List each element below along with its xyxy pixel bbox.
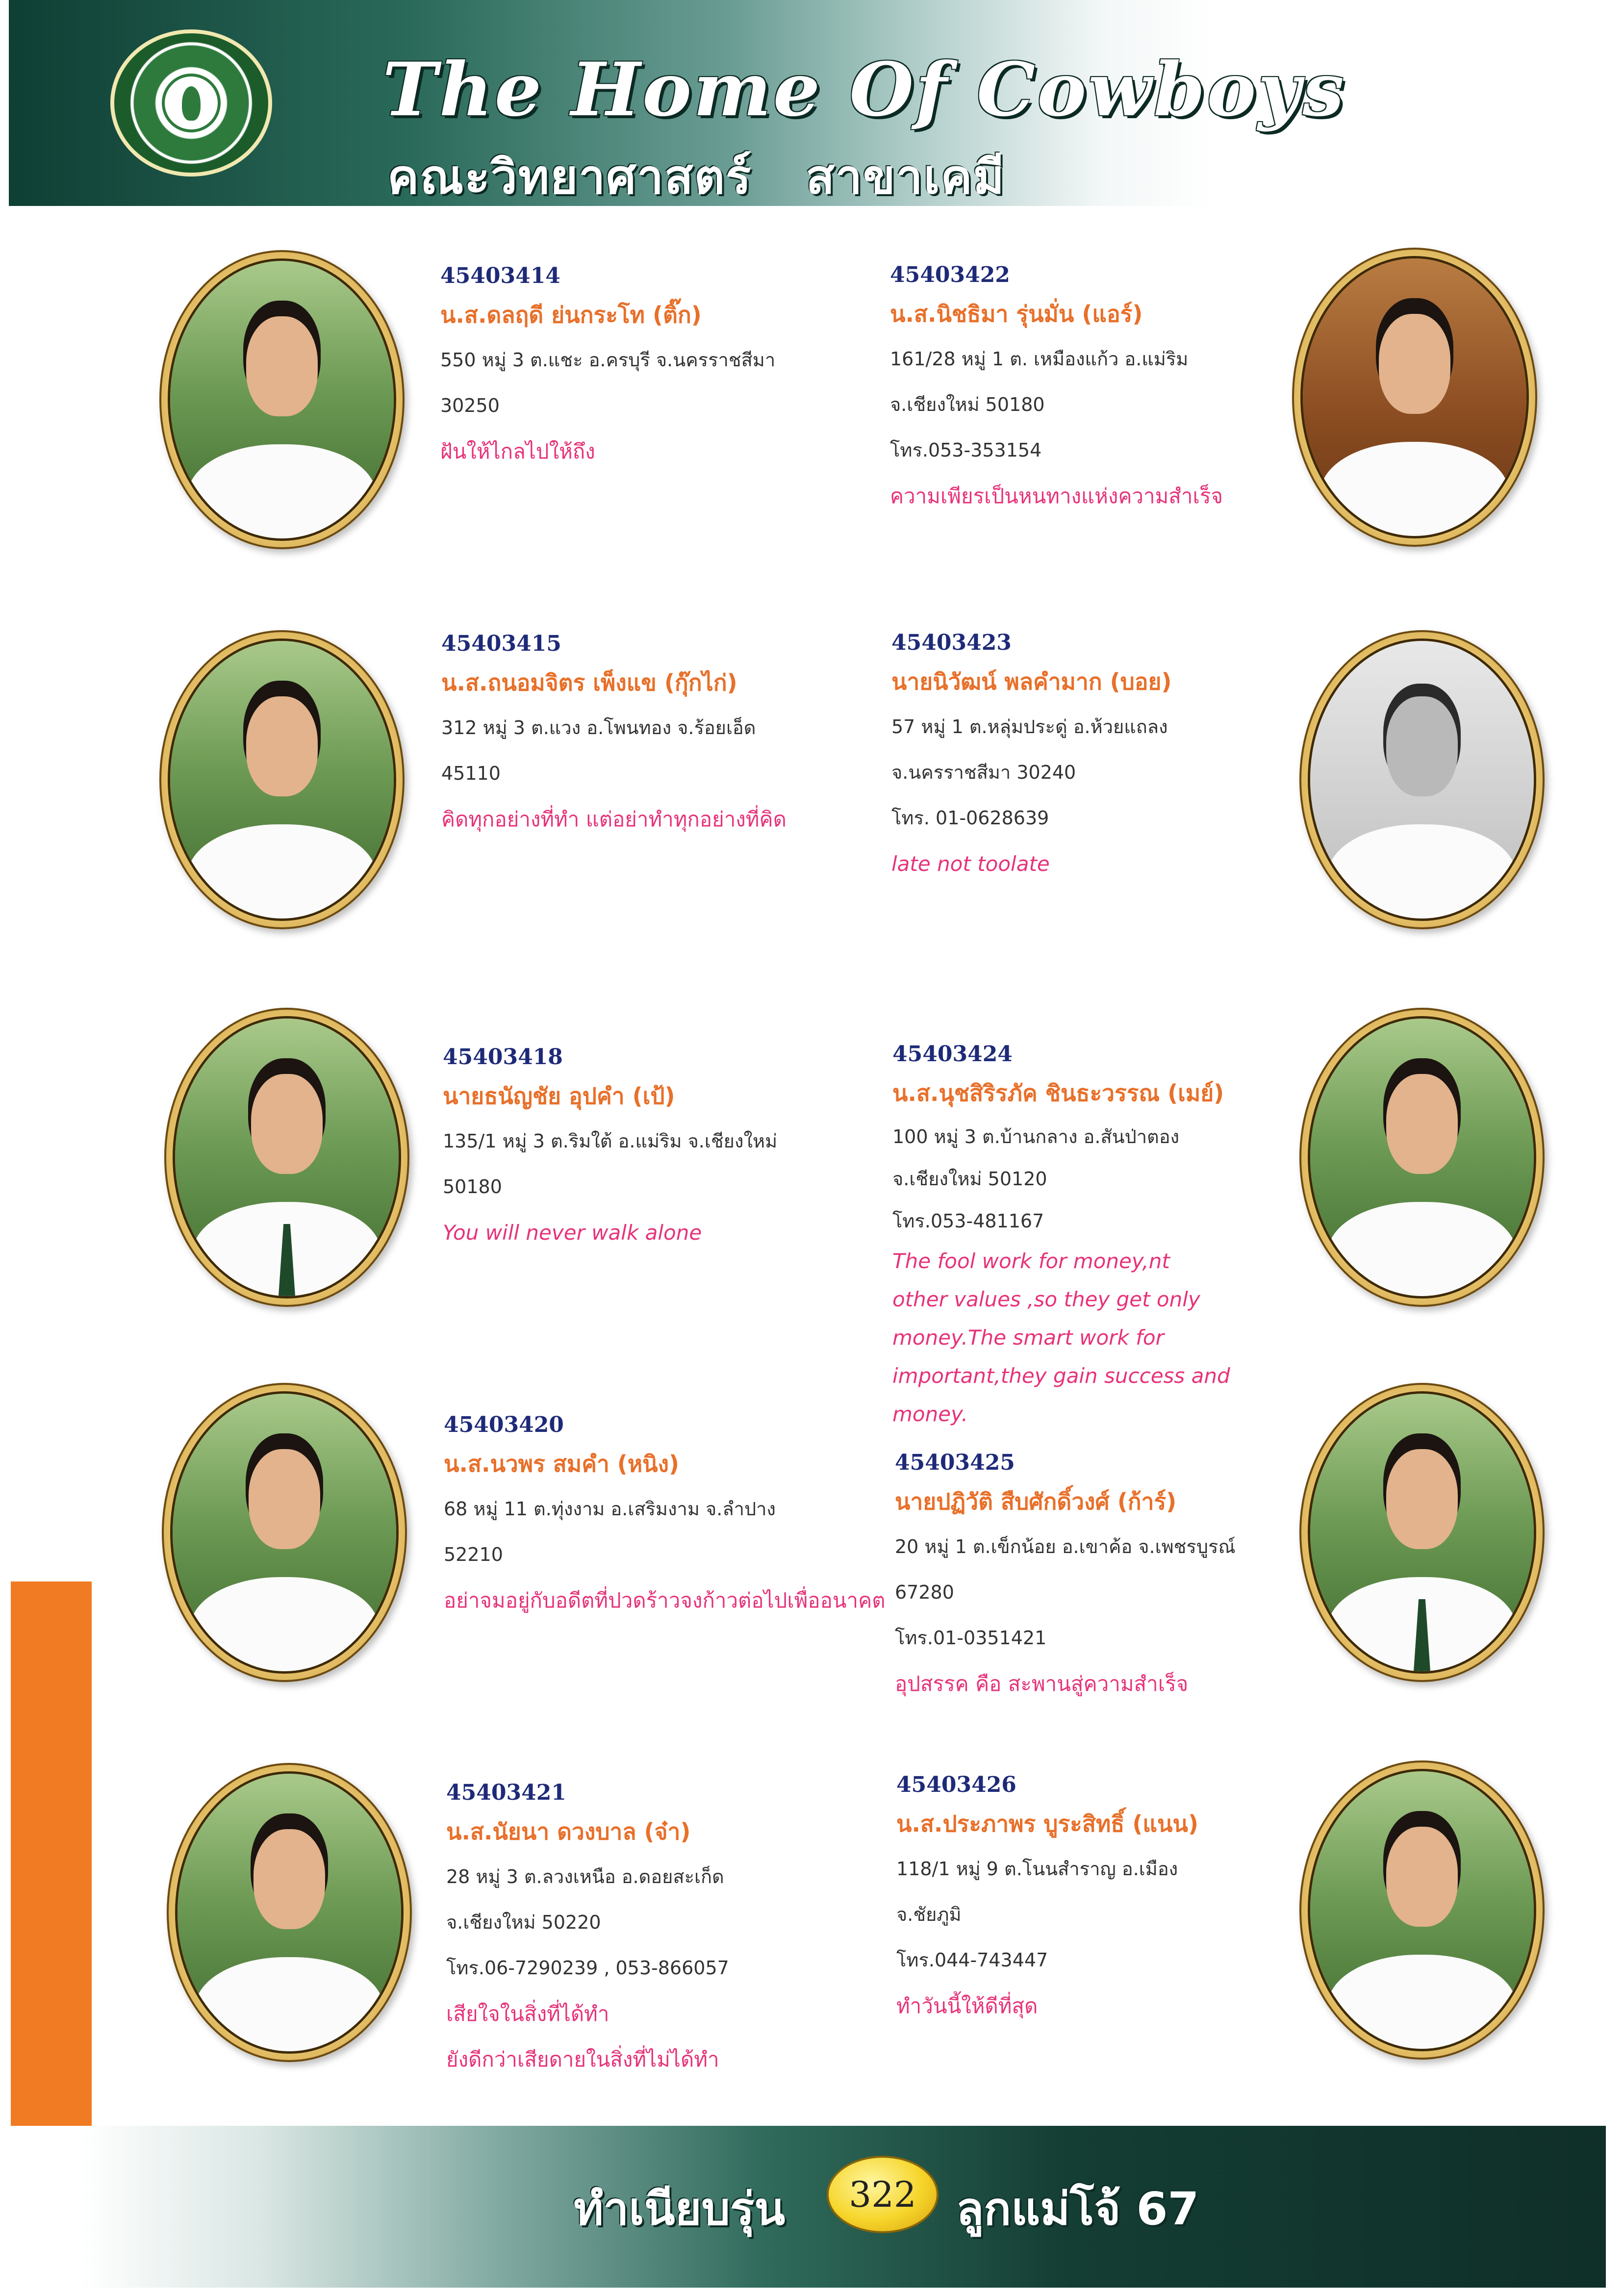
- address-line: 20 หมู่ 1 ต.เข็กน้อย อ.เขาค้อ จ.เพชรบูรณ์: [895, 1536, 1236, 1557]
- student-entry: [441, 628, 863, 842]
- motto-line: เสียใจในสิ่งที่ได้ทำ: [446, 2002, 609, 2026]
- address-line: 50180: [443, 1176, 502, 1198]
- page-number: 322: [849, 2174, 916, 2215]
- student-entry: [896, 1769, 1318, 2029]
- motto: You will never walk alone: [443, 1221, 702, 1245]
- address-line: จ.นครราชสีมา 30240: [891, 762, 1076, 783]
- student-name: นายปฏิวัติ สืบศักดิ์วงศ์ (ก้าร์): [895, 1488, 1177, 1515]
- motto: อุปสรรค คือ สะพานสู่ความสำเร็จ: [895, 1672, 1189, 1696]
- student-photo: [1299, 1383, 1545, 1682]
- motto-line: important,they gain success and: [892, 1364, 1230, 1388]
- address-line: 135/1 หมู่ 3 ต.ริมใต้ อ.แม่ริม จ.เชียงใหม่: [443, 1130, 778, 1152]
- student-id: 45403421: [446, 1780, 566, 1805]
- motto-line: money.The smart work for: [892, 1326, 1164, 1350]
- phone-line: โทร.053-481167: [892, 1210, 1044, 1232]
- address-line: 52210: [444, 1544, 503, 1565]
- student-entry: [890, 259, 1312, 519]
- phone-line: โทร. 01-0628639: [891, 807, 1049, 829]
- motto: ทำวันนี้ให้ดีที่สุด: [896, 1994, 1038, 2018]
- student-entry: [444, 1409, 886, 1623]
- student-photo: [1299, 1008, 1545, 1307]
- address-line: จ.ชัยภูมิ: [896, 1904, 962, 1925]
- address-line: 161/28 หมู่ 1 ต. เหมืองแก้ว อ.แม่ริม: [890, 348, 1189, 370]
- student-name: น.ส.ถนอมจิตร เพ็งแข (กุ๊กไก่): [441, 669, 737, 696]
- major-label: สาขาเคมี: [806, 150, 1005, 204]
- student-entry: [443, 1041, 864, 1255]
- footer-yearbook-label: ทำเนียบรุ่น: [574, 2183, 786, 2235]
- student-photo: [167, 1763, 412, 2062]
- address-line: 68 หมู่ 11 ต.ทุ่งงาม อ.เสริมงาม จ.ลำปาง: [444, 1498, 776, 1520]
- student-photo: [1292, 248, 1537, 547]
- address-line: 100 หมู่ 3 ต.บ้านกลาง อ.สันป่าตอง: [892, 1126, 1180, 1148]
- student-entry: [446, 1777, 868, 2082]
- student-name: น.ส.นวพร สมคำ (หนิง): [444, 1451, 680, 1477]
- student-entry: [891, 627, 1313, 887]
- student-id: 45403420: [444, 1412, 564, 1437]
- address-line: 67280: [895, 1581, 954, 1603]
- motto: ฝันให้ไกลไปให้ถึง: [440, 439, 595, 463]
- address-line: จ.เชียงใหม่ 50120: [892, 1168, 1047, 1190]
- student-id: 45403422: [890, 262, 1010, 287]
- student-id: 45403424: [892, 1042, 1013, 1067]
- address-line: 312 หมู่ 3 ต.แวง อ.โพนทอง จ.ร้อยเอ็ด: [441, 717, 756, 739]
- student-id: 45403426: [896, 1772, 1016, 1797]
- address-line: จ.เชียงใหม่ 50220: [446, 1912, 601, 1933]
- student-photo: [164, 1008, 409, 1307]
- motto: คิดทุกอย่างที่ทำ แต่อย่าทำทุกอย่างที่คิด: [441, 807, 787, 831]
- page-title: The Home Of Cowboys: [382, 47, 1346, 133]
- student-name: น.ส.ประภาพร บูระสิทธิ์ (แนน): [896, 1810, 1198, 1837]
- student-id: 45403414: [440, 263, 560, 288]
- student-photo: [159, 630, 405, 929]
- student-id: 45403423: [891, 630, 1012, 655]
- address-line: 28 หมู่ 3 ต.ลวงเหนือ อ.ดอยสะเก็ด: [446, 1866, 724, 1887]
- footer-alumni-label: ลูกแม่โจ้ 67: [956, 2183, 1199, 2235]
- address-line: 30250: [440, 395, 500, 416]
- page-number-badge: [829, 2158, 937, 2231]
- phone-line: โทร.06-7290239 , 053-866057: [446, 1957, 729, 1979]
- motto-line: The fool work for money,nt: [892, 1249, 1170, 1273]
- student-name: นายนิวัฒน์ พลคำมาก (บอย): [891, 668, 1172, 695]
- address-line: จ.เชียงใหม่ 50180: [890, 394, 1045, 415]
- page-subtitle: [387, 140, 1005, 214]
- motto-line: other values ,so they get only: [892, 1287, 1200, 1311]
- address-line: 45110: [441, 763, 501, 784]
- phone-line: โทร.01-0351421: [895, 1627, 1047, 1649]
- student-name: น.ส.ดลฤดี ย่นกระโท (ติ๊ก): [440, 302, 702, 328]
- motto-line: money.: [892, 1402, 968, 1426]
- faculty-label: คณะวิทยาศาสตร์: [387, 150, 752, 204]
- phone-line: โทร.053-353154: [890, 439, 1042, 461]
- student-entry: [440, 260, 862, 474]
- student-photo: [159, 250, 405, 549]
- address-line: 550 หมู่ 3 ต.แชะ อ.ครบุรี จ.นครราชสีมา: [440, 349, 776, 371]
- student-id: 45403418: [443, 1045, 563, 1070]
- student-name: น.ส.นุชสิริรภัค ชินธะวรรณ (เมย์): [892, 1080, 1224, 1106]
- student-entry: [895, 1447, 1317, 1707]
- student-id: 45403425: [895, 1450, 1015, 1475]
- university-seal-logo: [110, 29, 272, 177]
- phone-line: โทร.044-743447: [896, 1949, 1048, 1971]
- motto: อย่าจมอยู่กับอดีตที่ปวดร้าวจงก้าวต่อไปเพื่ออนาคต: [444, 1588, 886, 1612]
- motto: ความเพียรเป็นหนทางแห่งความสำเร็จ: [890, 484, 1223, 508]
- seal-emblem-icon: [162, 74, 221, 132]
- student-photo: [1299, 630, 1545, 929]
- motto-line: ยังดีกว่าเสียดายในสิ่งที่ไม่ได้ทำ: [446, 2047, 719, 2071]
- student-photo: [1299, 1760, 1545, 2060]
- student-name: น.ส.นิชธิมา รุ่นมั่น (แอร์): [890, 301, 1143, 327]
- student-id: 45403415: [441, 631, 561, 656]
- student-entry: [892, 1038, 1314, 1433]
- student-photo: [162, 1383, 407, 1682]
- address-line: 57 หมู่ 1 ต.หลุ่มประดู่ อ.ห้วยแถลง: [891, 716, 1168, 738]
- student-name: น.ส.นัยนา ดวงบาล (จ๋า): [446, 1818, 691, 1845]
- address-line: 118/1 หมู่ 9 ต.โนนสำราญ อ.เมือง: [896, 1858, 1178, 1880]
- accent-side-bar: [11, 1581, 92, 2126]
- student-name: นายธนัญชัย อุปคำ (เป้): [443, 1083, 675, 1109]
- motto: late not toolate: [891, 852, 1050, 876]
